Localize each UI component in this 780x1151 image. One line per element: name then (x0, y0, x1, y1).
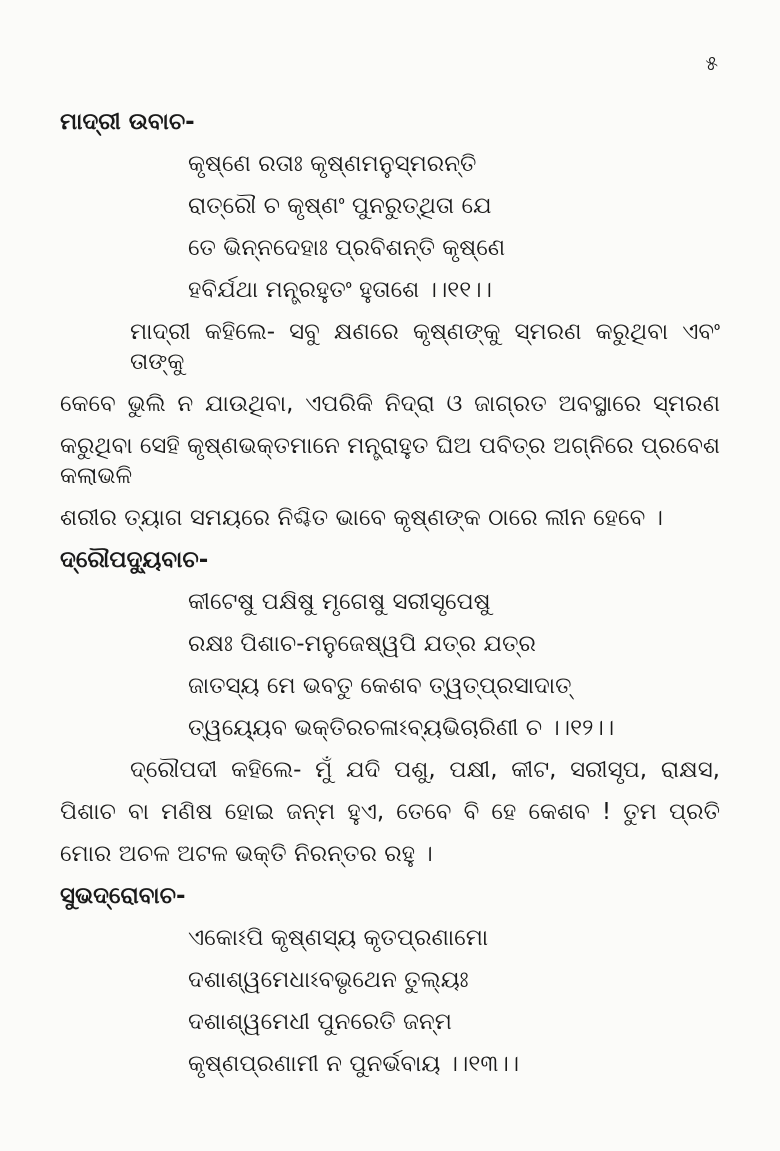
section-heading-subhadra: ସୁଭଦ୍ରୋବାଚ- (60, 883, 186, 909)
section-heading-draupadi: ଦ୍ରୌପଦ୍ୟୁବାଚ- (60, 547, 209, 573)
section-heading-madri: ମାଦ୍ରୀ ଉବାଚ- (60, 109, 195, 135)
verse-line: କୃଷ୍ଣପ୍ରଣାମୀ ନ ପୁନର୍ଭବାୟ ।।୧୩।। (188, 1051, 520, 1077)
verse-line: ଏକୋଽପି କୃଷ୍ଣସ୍ୟ କୃତପ୍ରଣାମୋ (188, 925, 489, 951)
prose-line: କେବେ ଭୁଲି ନ ଯାଉଥିବା, ଏପରିକି ନିଦ୍ରା ଓ ଜାଗ୍ରତ ଅବସ୍ଥାରେ ସ୍ମରଣ (60, 391, 720, 417)
verse-line: ଜାତସ୍ୟ ମେ ଭବତୁ କେଶବ ତ୍ୱତ୍‌ପ୍ରସାଦାତ୍ (188, 673, 572, 699)
verse-line: ରକ୍ଷଃ ପିଶାଚ-ମନୁଜେଷ୍ୱପି ଯତ୍ର ଯତ୍ର (188, 631, 536, 657)
verse-line: ହବିର୍ଯଥା ମନ୍ତ୍ରହୁତଂ ହୁତାଶେ ।।୧୧।। (188, 277, 492, 303)
verse-line: କୃଷ୍ଣେ ରତାଃ କୃଷ୍ଣମନୁସ୍ମରନ୍ତି (188, 151, 477, 177)
prose-line: ଦ୍ରୌପଦୀ କହିଲେ- ମୁଁ ଯଦି ପଶୁ, ପକ୍ଷୀ, କୀଟ, ସରୀସୃପ, ରାକ୍ଷସ, (130, 757, 720, 783)
verse-line: ଦଶାଶ୍ୱମେଧାଽବଭୃଥେନ ତୁଲ୍ୟଃ (188, 967, 469, 993)
prose-line: ମାଦ୍ରୀ କହିଲେ- ସବୁ କ୍ଷଣରେ କୃଷ୍ଣଙ୍କୁ ସ୍ମରଣ କରୁଥିବା ଏବଂ ତାଙ୍କୁ (130, 319, 720, 375)
prose-line: ପିଶାଚ ବା ମଣିଷ ହୋଇ ଜନ୍ମ ହୁଏ, ତେବେ ବି ହେ କେଶବ ! ତୁମ ପ୍ରତି (60, 799, 720, 825)
verse-line: ଦଶାଶ୍ୱମେଧୀ ପୁନରେତି ଜନ୍ମ (188, 1009, 452, 1035)
verse-line: ରାତ୍ରୌ ଚ କୃଷ୍ଣଂ ପୁନରୁତ୍‌ଥିତା ଯେ (188, 193, 492, 219)
prose-line: ମୋର ଅଚଳ ଅଟଳ ଭକ୍ତି ନିରନ୍ତର ରହୁ । (60, 841, 433, 867)
prose-line: ଶରୀର ତ୍ୟାଗ ସମୟରେ ନିଶ୍ଚିତ ଭାବେ କୃଷ୍ଣଙ୍କ ଠାରେ ଲୀନ ହେବେ । (60, 505, 663, 531)
verse-line: ତ୍ୱୟ୍ୟେବ ଭକ୍ତିରଚଳାଽବ୍ୟଭିଚାରିଣୀ ଚ ।।୧୨।। (188, 715, 615, 741)
page-number: ୫ (705, 51, 718, 75)
verse-line: କୀଟେଷୁ ପକ୍ଷିଷୁ ମୃଗେଷୁ ସରୀସୃପେଷୁ (188, 589, 491, 615)
verse-line: ତେ ଭିନ୍ନଦେହାଃ ପ୍ରବିଶନ୍ତି କୃଷ୍ଣେ (188, 235, 506, 261)
prose-line: କରୁଥିବା ସେହି କୃଷ୍ଣଭକ୍ତମାନେ ମନ୍ତ୍ରାହୁତ ଘିଅ ପବିତ୍ର ଅଗ୍ନିରେ ପ୍ରବେଶ କଲାଭଳି (60, 433, 720, 489)
